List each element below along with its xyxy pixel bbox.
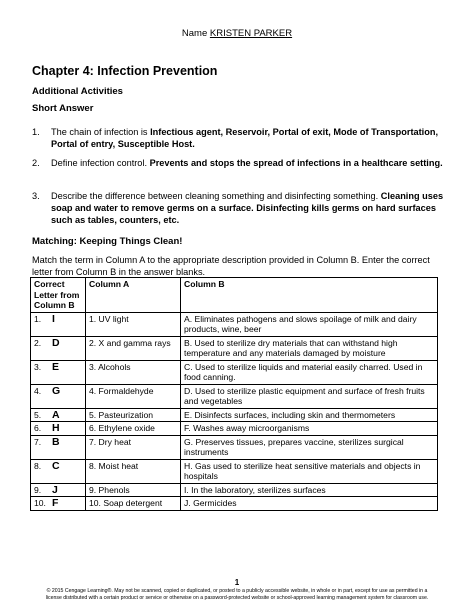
student-name: KRISTEN PARKER: [209, 28, 293, 39]
header-column-b: Column B: [181, 278, 438, 313]
answer-number: 5.: [34, 409, 42, 420]
column-b-description: F. Washes away microorganisms: [181, 422, 438, 436]
column-a-term: 2. X and gamma rays: [86, 336, 181, 360]
answer-letter: D: [52, 336, 60, 349]
table-row: [31, 435, 438, 459]
matching-table: [30, 277, 438, 511]
short-answer-title: Short Answer: [32, 103, 94, 114]
question-number: 3.: [32, 191, 40, 201]
name-label: Name: [181, 28, 208, 39]
answer-number: 2.: [34, 337, 42, 348]
table-row: [31, 408, 438, 422]
column-a-term: 8. Moist heat: [86, 459, 181, 483]
answer-letter: E: [52, 360, 60, 373]
answer-cell: [31, 459, 86, 483]
answer-number: 1.: [34, 313, 42, 324]
table-row: [31, 459, 438, 483]
question-answer: Cleaning uses soap and water to remove germs on a surface. Disinfecting kills germs on hard surfaces such as tables, counters, etc.: [51, 191, 444, 225]
answer-letter: B: [52, 435, 60, 448]
question-prompt: The chain of infection is: [51, 127, 148, 137]
header-correct-letter: Correct Letter from Column B: [31, 278, 86, 313]
column-a-term: 6. Ethylene oxide: [86, 422, 181, 436]
answer-cell: [31, 435, 86, 459]
answer-cell: [31, 312, 86, 336]
table-row: [31, 360, 438, 384]
section-title: Additional Activities: [32, 86, 123, 97]
table-row: [31, 497, 438, 511]
answer-letter: H: [52, 422, 60, 434]
question-prompt: Describe the difference between cleaning something and disinfecting something.: [51, 191, 379, 201]
table-row: [31, 422, 438, 436]
name-line: [0, 28, 474, 39]
answer-number: 7.: [34, 436, 42, 447]
answer-letter: F: [52, 497, 59, 509]
column-b-description: H. Gas used to sterilize heat sensitive materials and objects in hospitals: [181, 459, 438, 483]
answer-letter: G: [52, 384, 61, 397]
answer-cell: [31, 483, 86, 497]
question-answer: Infectious agent, Reservoir, Portal of exit, Mode of Transportation, Portal of entry, Susceptible Host.: [51, 127, 439, 149]
column-b-description: C. Used to sterilize liquids and material easily charred. Used in food canning.: [181, 360, 438, 384]
answer-number: 10.: [34, 498, 46, 508]
answer-number: 8.: [34, 460, 42, 471]
matching-title: Matching: Keeping Things Clean!: [32, 236, 183, 247]
column-a-term: 3. Alcohols: [86, 360, 181, 384]
column-b-description: J. Germicides: [181, 497, 438, 511]
matching-instructions: Match the term in Column A to the appropriate description provided in Column B. Enter the correct letter from Column B in the answer blanks.: [32, 255, 430, 277]
column-a-term: 5. Pasteurization: [86, 408, 181, 422]
question-1: [32, 126, 450, 150]
page-number: 1: [234, 578, 240, 587]
question-prompt: Define infection control.: [51, 158, 148, 168]
column-a-term: 4. Formaldehyde: [86, 384, 181, 408]
answer-cell: [31, 336, 86, 360]
answer-cell: [31, 422, 86, 436]
answer-letter: C: [52, 459, 60, 472]
column-a-term: 7. Dry heat: [86, 435, 181, 459]
header-column-a: Column A: [86, 278, 181, 313]
table-row: [31, 312, 438, 336]
table-row: [31, 384, 438, 408]
table-row: [31, 483, 438, 497]
answer-letter: A: [52, 408, 60, 421]
column-b-description: B. Used to sterilize dry materials that can withstand high temperature and any materials damaged by moisture: [181, 336, 438, 360]
answer-number: 6.: [34, 423, 42, 433]
column-b-description: A. Eliminates pathogens and slows spoilage of milk and dairy products, wine, beer: [181, 312, 438, 336]
column-b-description: I. In the laboratory, sterilizes surfaces: [181, 483, 438, 497]
answer-number: 4.: [34, 385, 42, 396]
table-header-row: [31, 278, 438, 313]
column-a-term: 10. Soap detergent: [86, 497, 181, 511]
chapter-title: Chapter 4: Infection Prevention: [32, 64, 218, 78]
answer-number: 9.: [34, 484, 42, 495]
answer-letter: I: [52, 312, 55, 325]
question-answer: Prevents and stops the spread of infections in a healthcare setting.: [149, 158, 443, 168]
column-b-description: E. Disinfects surfaces, including skin and thermometers: [181, 408, 438, 422]
answer-cell: [31, 408, 86, 422]
table-row: [31, 336, 438, 360]
column-a-term: 9. Phenols: [86, 483, 181, 497]
question-number: 1.: [32, 127, 40, 137]
answer-cell: [31, 497, 86, 511]
answer-number: 3.: [34, 361, 42, 372]
question-3: [32, 190, 450, 226]
question-2: [32, 157, 450, 169]
column-b-description: D. Used to sterilize plastic equipment and surface of fresh fruits and vegetables: [181, 384, 438, 408]
column-b-description: G. Preserves tissues, prepares vaccine, sterilizes surgical instruments: [181, 435, 438, 459]
question-number: 2.: [32, 158, 40, 168]
copyright-notice: © 2015 Cengage Learning®. May not be scanned, copied or duplicated, or posted to a publicly accessible website, in whole or in part, except for use as permitted in a license distributed with a certain product or service or otherwise on a password-protected website or school-approved learning management system for classroom use.: [45, 588, 429, 601]
column-a-term: 1. UV light: [86, 312, 181, 336]
answer-cell: [31, 384, 86, 408]
answer-cell: [31, 360, 86, 384]
answer-letter: J: [52, 483, 58, 496]
